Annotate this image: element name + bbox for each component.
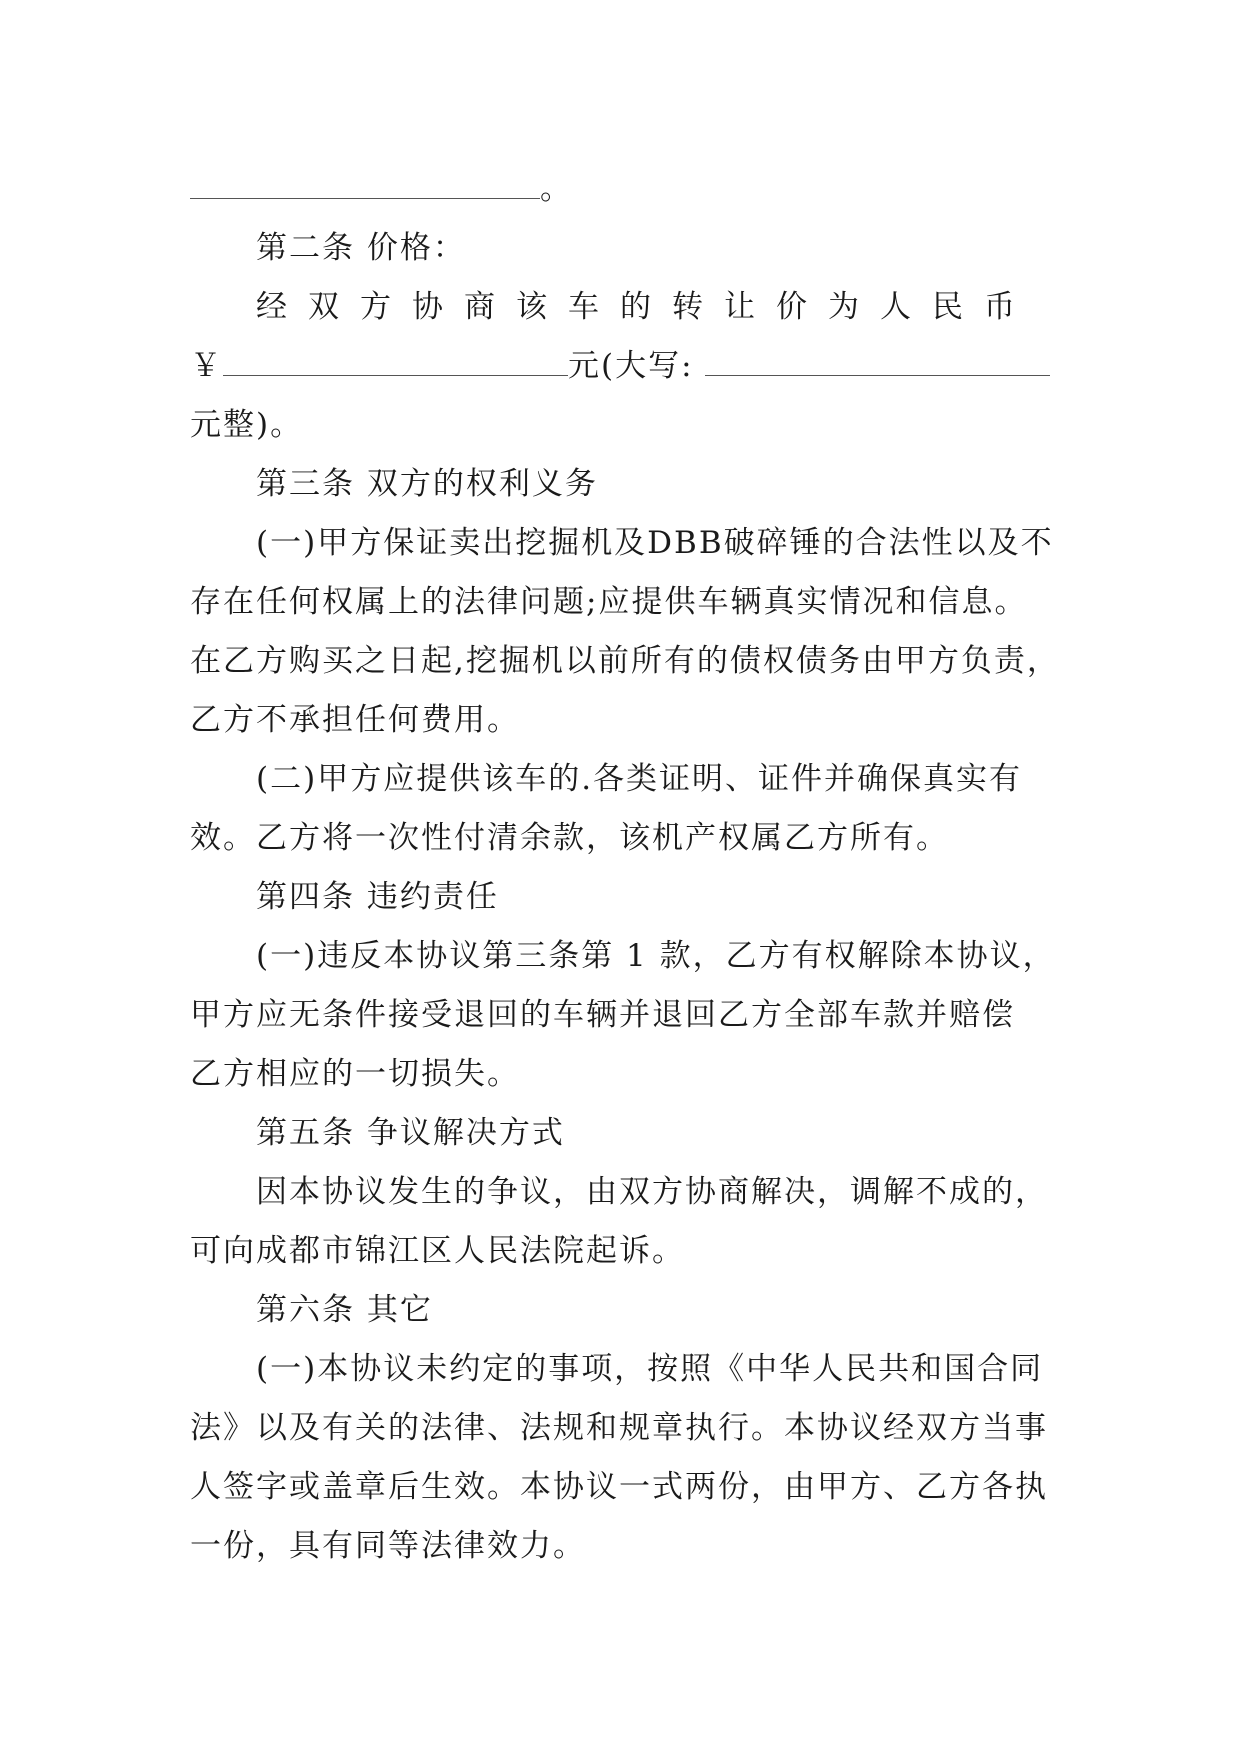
article-4-heading: 第四条 违约责任 — [256, 879, 499, 915]
article-3-clause-1-line-2: 存在任何权属上的法律问题;应提供车辆真实情况和信息。 — [190, 584, 1028, 620]
article-5-heading: 第五条 争议解决方式 — [256, 1115, 565, 1151]
article-3-clause-1-line-1: (一)甲方保证卖出挖掘机及DBB破碎锤的合法性以及不 — [256, 525, 1054, 561]
article-6-line-2: 法》以及有关的法律、法规和规章执行。本协议经双方当事 — [190, 1410, 1048, 1446]
yen-sign: ￥ — [190, 348, 223, 384]
continuation-period: 。 — [540, 171, 573, 207]
article-4-clause-1-line-1: (一)违反本协议第三条第 1 款，乙方有权解除本协议， — [256, 938, 1056, 974]
article-3-heading: 第三条 双方的权利义务 — [256, 466, 598, 502]
article-5-line-2: 可向成都市锦江区人民法院起诉。 — [190, 1233, 685, 1269]
article-6-line-4: 一份，具有同等法律效力。 — [190, 1528, 586, 1564]
article-2-heading: 第二条 价格： — [256, 230, 466, 266]
article-4-clause-1-line-3: 乙方相应的一切损失。 — [190, 1056, 520, 1092]
document-page — [190, 160, 1060, 1576]
article-4-clause-1-line-2: 甲方应无条件接受退回的车辆并退回乙方全部车款并赔偿 — [190, 997, 1015, 1033]
article-3-clause-2-line-1: (二)甲方应提供该车的.各类证明、证件并确保真实有 — [256, 761, 1023, 797]
price-unit-label: 元(大写: — [568, 348, 694, 384]
article-3-clause-2-line-2: 效。乙方将一次性付清余款，该机产权属乙方所有。 — [190, 820, 949, 856]
article-2-end: 元整)。 — [190, 407, 304, 443]
article-2-price-line — [190, 337, 1050, 396]
article-2-text: 经双方协商该车的转让价为人民币 — [256, 289, 1036, 325]
article-6-heading: 第六条 其它 — [256, 1292, 433, 1328]
article-3-clause-1-line-3: 在乙方购买之日起,挖掘机以前所有的债权债务由甲方负责， — [190, 643, 1060, 679]
article-3-clause-1-line-4: 乙方不承担任何费用。 — [190, 702, 520, 738]
continuation-line — [190, 160, 1050, 219]
article-5-line-1: 因本协议发生的争议，由双方协商解决，调解不成的， — [256, 1174, 1048, 1210]
article-6-line-3: 人签字或盖章后生效。本协议一式两份，由甲方、乙方各执 — [190, 1469, 1048, 1505]
price-words-blank — [705, 339, 1050, 376]
price-number-blank — [223, 339, 568, 376]
blank-field — [190, 162, 540, 199]
article-6-line-1: (一)本协议未约定的事项，按照《中华人民共和国合同 — [256, 1351, 1044, 1387]
